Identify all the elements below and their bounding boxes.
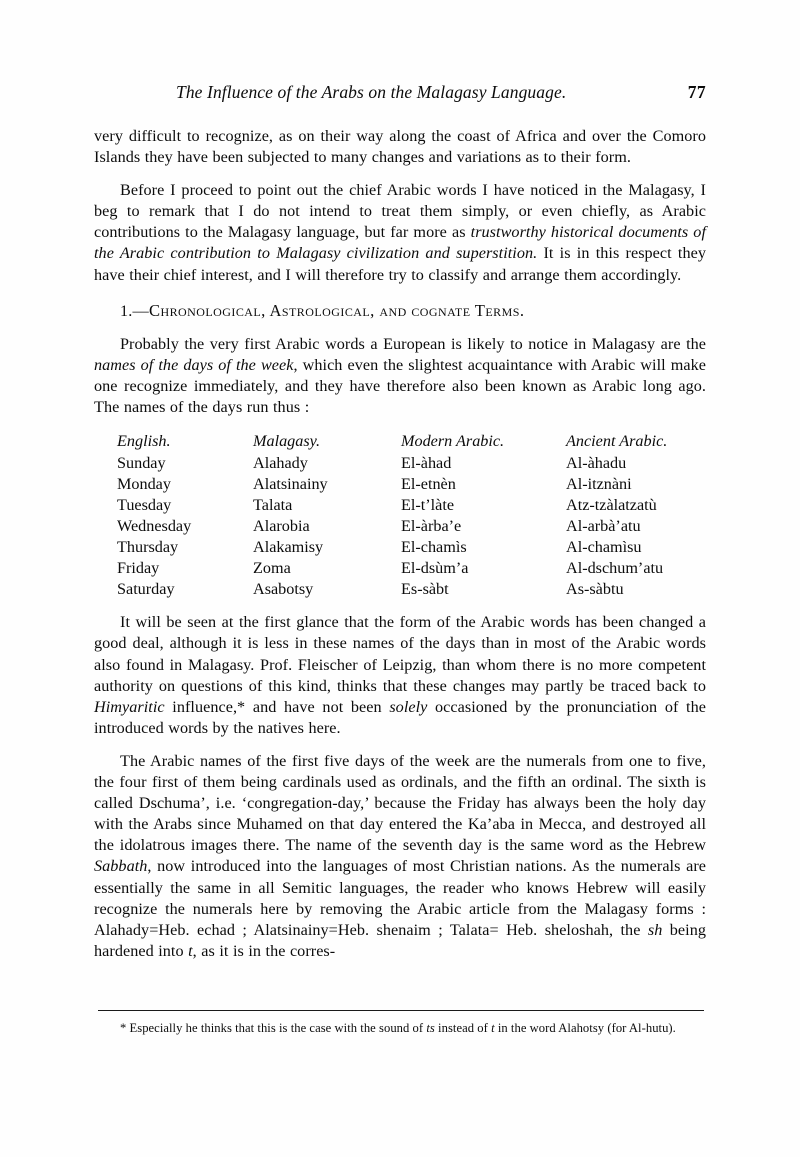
paragraph-before-proceed [94, 180, 706, 285]
table-header-row [117, 431, 667, 453]
paragraph-italic-phrase: trustworthy historical documents of the Arabic contribution to Malagasy civilization and superstition. [94, 223, 707, 263]
footnote-divider [98, 1010, 704, 1011]
paragraph-italic-himyaritic: Himyaritic [94, 697, 165, 716]
paragraph-text-part-2: influence,* and have not been [164, 697, 390, 716]
paragraph-text-part-1: The Arabic names of the first five days of the week are the numerals from one to five, the four first of them being cardinals used as ordinals, and the fifth an ordinal. The sixth is called Dschuma’, i.e. ‘congregation-day,’ because the Friday has always been the holy day with the Arabs since Muhamed on that day entered the Ka’aba in Mecca, and destroyed all the idolatrous images there. The name of the seventh day is the same word as the Hebrew [94, 751, 706, 855]
cell-modern-arabic: El-àrba’e [401, 517, 462, 535]
footnote-italic-ts: ts [426, 1021, 435, 1035]
paragraph-it-will-be-seen [94, 612, 706, 739]
paragraph-text-part-4: , as it is in the corres- [192, 941, 336, 960]
paragraph-text-part-2: , which even the slightest acquaintance with Arabic will make one recognize immediately, and they have therefore also been known as Arabic long ago. The names of the days run thus : [94, 355, 706, 417]
paragraph-continuation [94, 126, 706, 168]
cell-modern-arabic: El-chamìs [401, 538, 467, 557]
footnote-text-part-3: in the word Alahotsy (for Al-hutu). [494, 1021, 676, 1035]
paragraph-text-part-2: It is in this respect they have their chief interest, and I will therefore try to classify and arrange them accordingly. [94, 244, 706, 284]
cell-english: Tuesday [117, 495, 172, 514]
cell-modern-arabic: El-t’làte [401, 495, 455, 514]
paragraph-arabic-names [94, 751, 706, 962]
section-heading [94, 300, 706, 322]
paragraph-text-part-1: It will be seen at the first glance that the form of the Arabic words has been changed a good deal, although it is less in these names of the days than in most of the Arabic words also found in Malagasy. Prof. Fleischer of Leipzig, than whom there is no more competent authority on questions of this kind, thinks that these changes may partly be traced back to [94, 613, 706, 695]
paragraph-italic-solely: solely [389, 697, 428, 716]
column-header-english: English. [117, 432, 171, 451]
cell-malagasy: Zoma [253, 559, 291, 578]
cell-english: Sunday [117, 453, 166, 472]
cell-english: Saturday [117, 580, 175, 599]
paragraph-text-part-1: Before I proceed to point out the chief Arabic words I have noticed in the Malagasy, I beg to remark that I do not intend to treat them simply, or even chiefly, as Arabic contributions to the Malagasy language, but far more as [94, 181, 706, 242]
cell-modern-arabic: El-etnèn [401, 474, 456, 493]
cell-english: Friday [117, 559, 160, 578]
table-row [117, 495, 667, 516]
footnote-indent-spacer [94, 1021, 120, 1035]
cell-english: Thursday [117, 538, 179, 557]
cell-malagasy: Alatsinainy [253, 474, 328, 493]
page-number: 77 [687, 82, 706, 102]
days-of-week-table [117, 431, 667, 600]
section-number: 1.— [120, 301, 149, 320]
paragraph-text-part-3: occasioned by the pronunciation of the introduced words by the natives here. [94, 697, 706, 737]
paragraph-text-part-1: Probably the very first Arabic words a European is likely to notice in Malagasy are the [120, 334, 706, 353]
cell-ancient-arabic: As-sàbtu [566, 580, 624, 599]
cell-modern-arabic: El-dsùm’a [401, 559, 469, 578]
paragraph-probably [94, 334, 706, 418]
paragraph-italic-sh: sh [647, 920, 663, 939]
table-row [117, 579, 667, 600]
cell-malagasy: Alarobia [253, 517, 310, 535]
table-row [117, 453, 667, 474]
column-header-modern-arabic: Modern Arabic. [401, 432, 505, 451]
footnote-text-part-1: Especially he thinks that this is the case with the sound of [126, 1021, 427, 1035]
table-row [117, 516, 667, 537]
paragraph-text-part-2: , now introduced into the languages of most Christian nations. As the numerals are essentially the same in all Semitic languages, the reader who knows Hebrew will easily recognize the numerals here by removing the Arabic article from the Malagasy forms : Alahady=Heb. echad ; Alatsinainy=Heb. shenaim ; Talata= Heb. sheloshah, the [94, 857, 706, 939]
cell-modern-arabic: El-àhad [401, 453, 452, 472]
column-header-malagasy: Malagasy. [253, 432, 320, 451]
cell-malagasy: Alahady [253, 453, 308, 472]
footnote-text [94, 1020, 706, 1036]
cell-malagasy: Alakamisy [253, 538, 324, 557]
table-row [117, 558, 667, 579]
cell-ancient-arabic: Al-dschum’atu [566, 559, 664, 578]
paragraph-text-part-3: being hardened into [94, 920, 706, 960]
cell-malagasy: Talata [253, 495, 293, 514]
footnote-marker: * [120, 1021, 127, 1035]
table-row [117, 537, 667, 558]
paragraph-italic-phrase: names of the days of the week [94, 355, 294, 374]
running-head [94, 82, 706, 108]
running-head-title: The Influence of the Arabs on the Malagasy Language. [176, 82, 567, 102]
cell-ancient-arabic: Al-itznàni [566, 474, 632, 493]
cell-ancient-arabic: Atz-tzàlatzatù [566, 495, 657, 514]
paragraph-italic-sabbath: Sabbath [94, 857, 148, 876]
cell-modern-arabic: Es-sàbt [401, 580, 449, 599]
cell-ancient-arabic: Al-arbà’atu [566, 517, 641, 535]
footnote-italic-t: t [491, 1021, 495, 1035]
cell-english: Monday [117, 474, 171, 493]
paragraph-italic-t: t [188, 941, 193, 960]
paragraph-text: very difficult to recognize, as on their way along the coast of Africa and over the Comoro Islands they have been subjected to many changes and variations as to their form. [94, 127, 706, 167]
section-title: Chronological, Astrological, and cognate Terms. [148, 300, 525, 320]
text-column [94, 126, 706, 962]
cell-ancient-arabic: Al-àhadu [566, 453, 627, 472]
cell-ancient-arabic: Al-chamìsu [566, 538, 642, 557]
cell-malagasy: Asabotsy [253, 580, 314, 599]
table-row [117, 474, 667, 495]
cell-english: Wednesday [117, 517, 192, 535]
footnote-area [94, 1010, 706, 1036]
footnote-text-part-2: instead of [434, 1021, 492, 1035]
column-header-ancient-arabic: Ancient Arabic. [566, 432, 668, 451]
